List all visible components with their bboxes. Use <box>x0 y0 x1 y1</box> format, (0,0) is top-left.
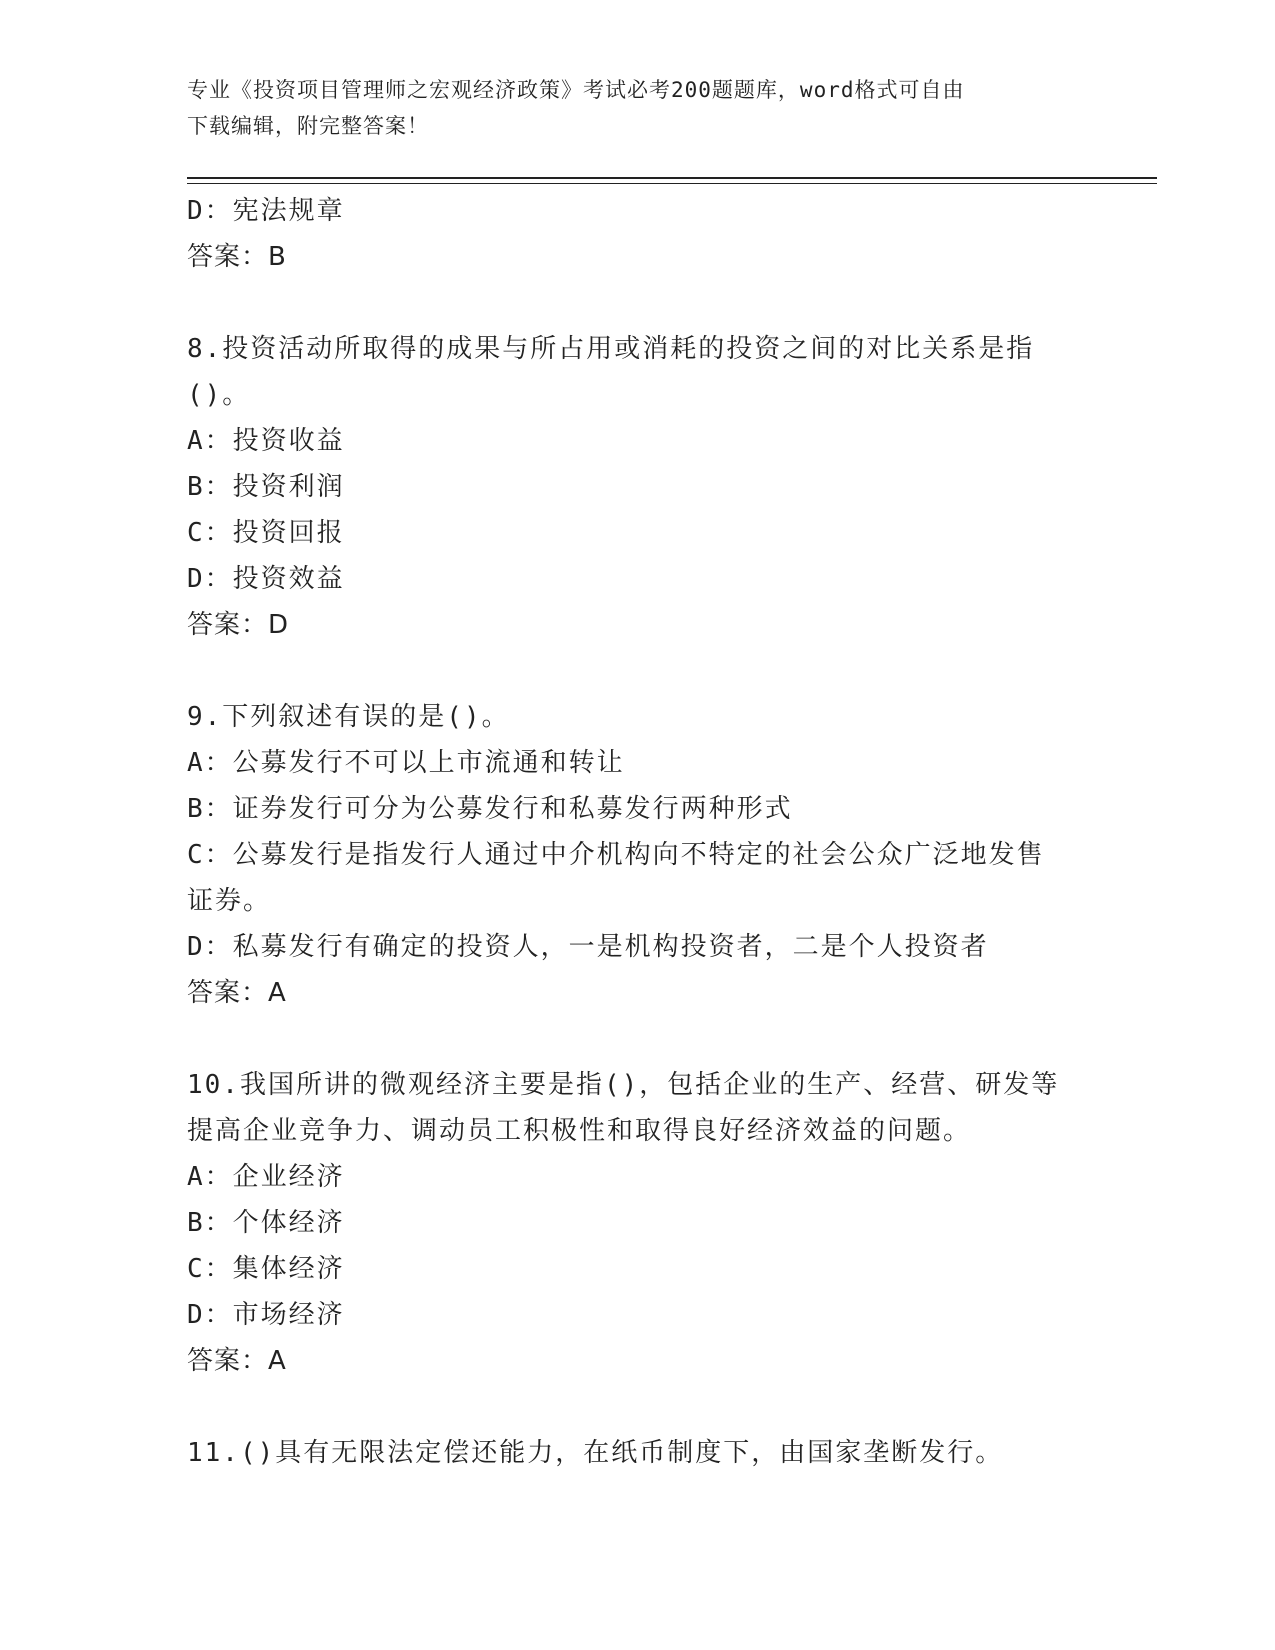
answer: 答案：D <box>187 610 290 640</box>
option-c: C：集体经济 <box>187 1254 345 1284</box>
option-d: D：宪法规章 <box>187 196 345 226</box>
question-text: 10.我国所讲的微观经济主要是指()，包括企业的生产、经营、研发等 <box>187 1070 1060 1100</box>
header-divider-thick <box>187 177 1157 179</box>
header-divider-thin <box>187 183 1157 184</box>
question-list <box>187 188 1077 1476</box>
question-8 <box>187 326 1077 648</box>
option-a: A：公募发行不可以上市流通和转让 <box>187 748 625 778</box>
question-11 <box>187 1430 1077 1476</box>
option-b: B：个体经济 <box>187 1208 345 1238</box>
question-10 <box>187 1062 1077 1384</box>
question-text: 8.投资活动所取得的成果与所占用或消耗的投资之间的对比关系是指 <box>187 334 1035 364</box>
header-line-2: 下载编辑，附完整答案！ <box>187 114 429 138</box>
option-d: D：市场经济 <box>187 1300 345 1330</box>
option-c: C：投资回报 <box>187 518 345 548</box>
option-d: D：投资效益 <box>187 564 345 594</box>
document-header <box>187 72 1067 144</box>
previous-question-tail <box>187 188 1077 280</box>
question-9 <box>187 694 1077 1016</box>
answer: 答案：B <box>187 242 287 272</box>
option-d: D：私募发行有确定的投资人，一是机构投资者，二是个人投资者 <box>187 932 989 962</box>
option-a: A：投资收益 <box>187 426 345 456</box>
option-b: B：证券发行可分为公募发行和私募发行两种形式 <box>187 794 793 824</box>
option-a: A：企业经济 <box>187 1162 345 1192</box>
question-text: 9.下列叙述有误的是()。 <box>187 702 510 732</box>
question-text: 11.()具有无限法定偿还能力，在纸币制度下，由国家垄断发行。 <box>187 1438 1004 1468</box>
answer: 答案：A <box>187 1346 287 1376</box>
option-c: C：公募发行是指发行人通过中介机构向不特定的社会公众广泛地发售 <box>187 840 1045 870</box>
option-b: B：投资利润 <box>187 472 345 502</box>
header-line-1: 专业《投资项目管理师之宏观经济政策》考试必考200题题库，word格式可自由 <box>187 78 965 102</box>
option-c-cont: 证券。 <box>187 886 272 916</box>
question-text-cont: ()。 <box>187 380 251 410</box>
question-text-cont: 提高企业竞争力、调动员工积极性和取得良好经济效益的问题。 <box>187 1116 972 1146</box>
answer: 答案：A <box>187 978 287 1008</box>
